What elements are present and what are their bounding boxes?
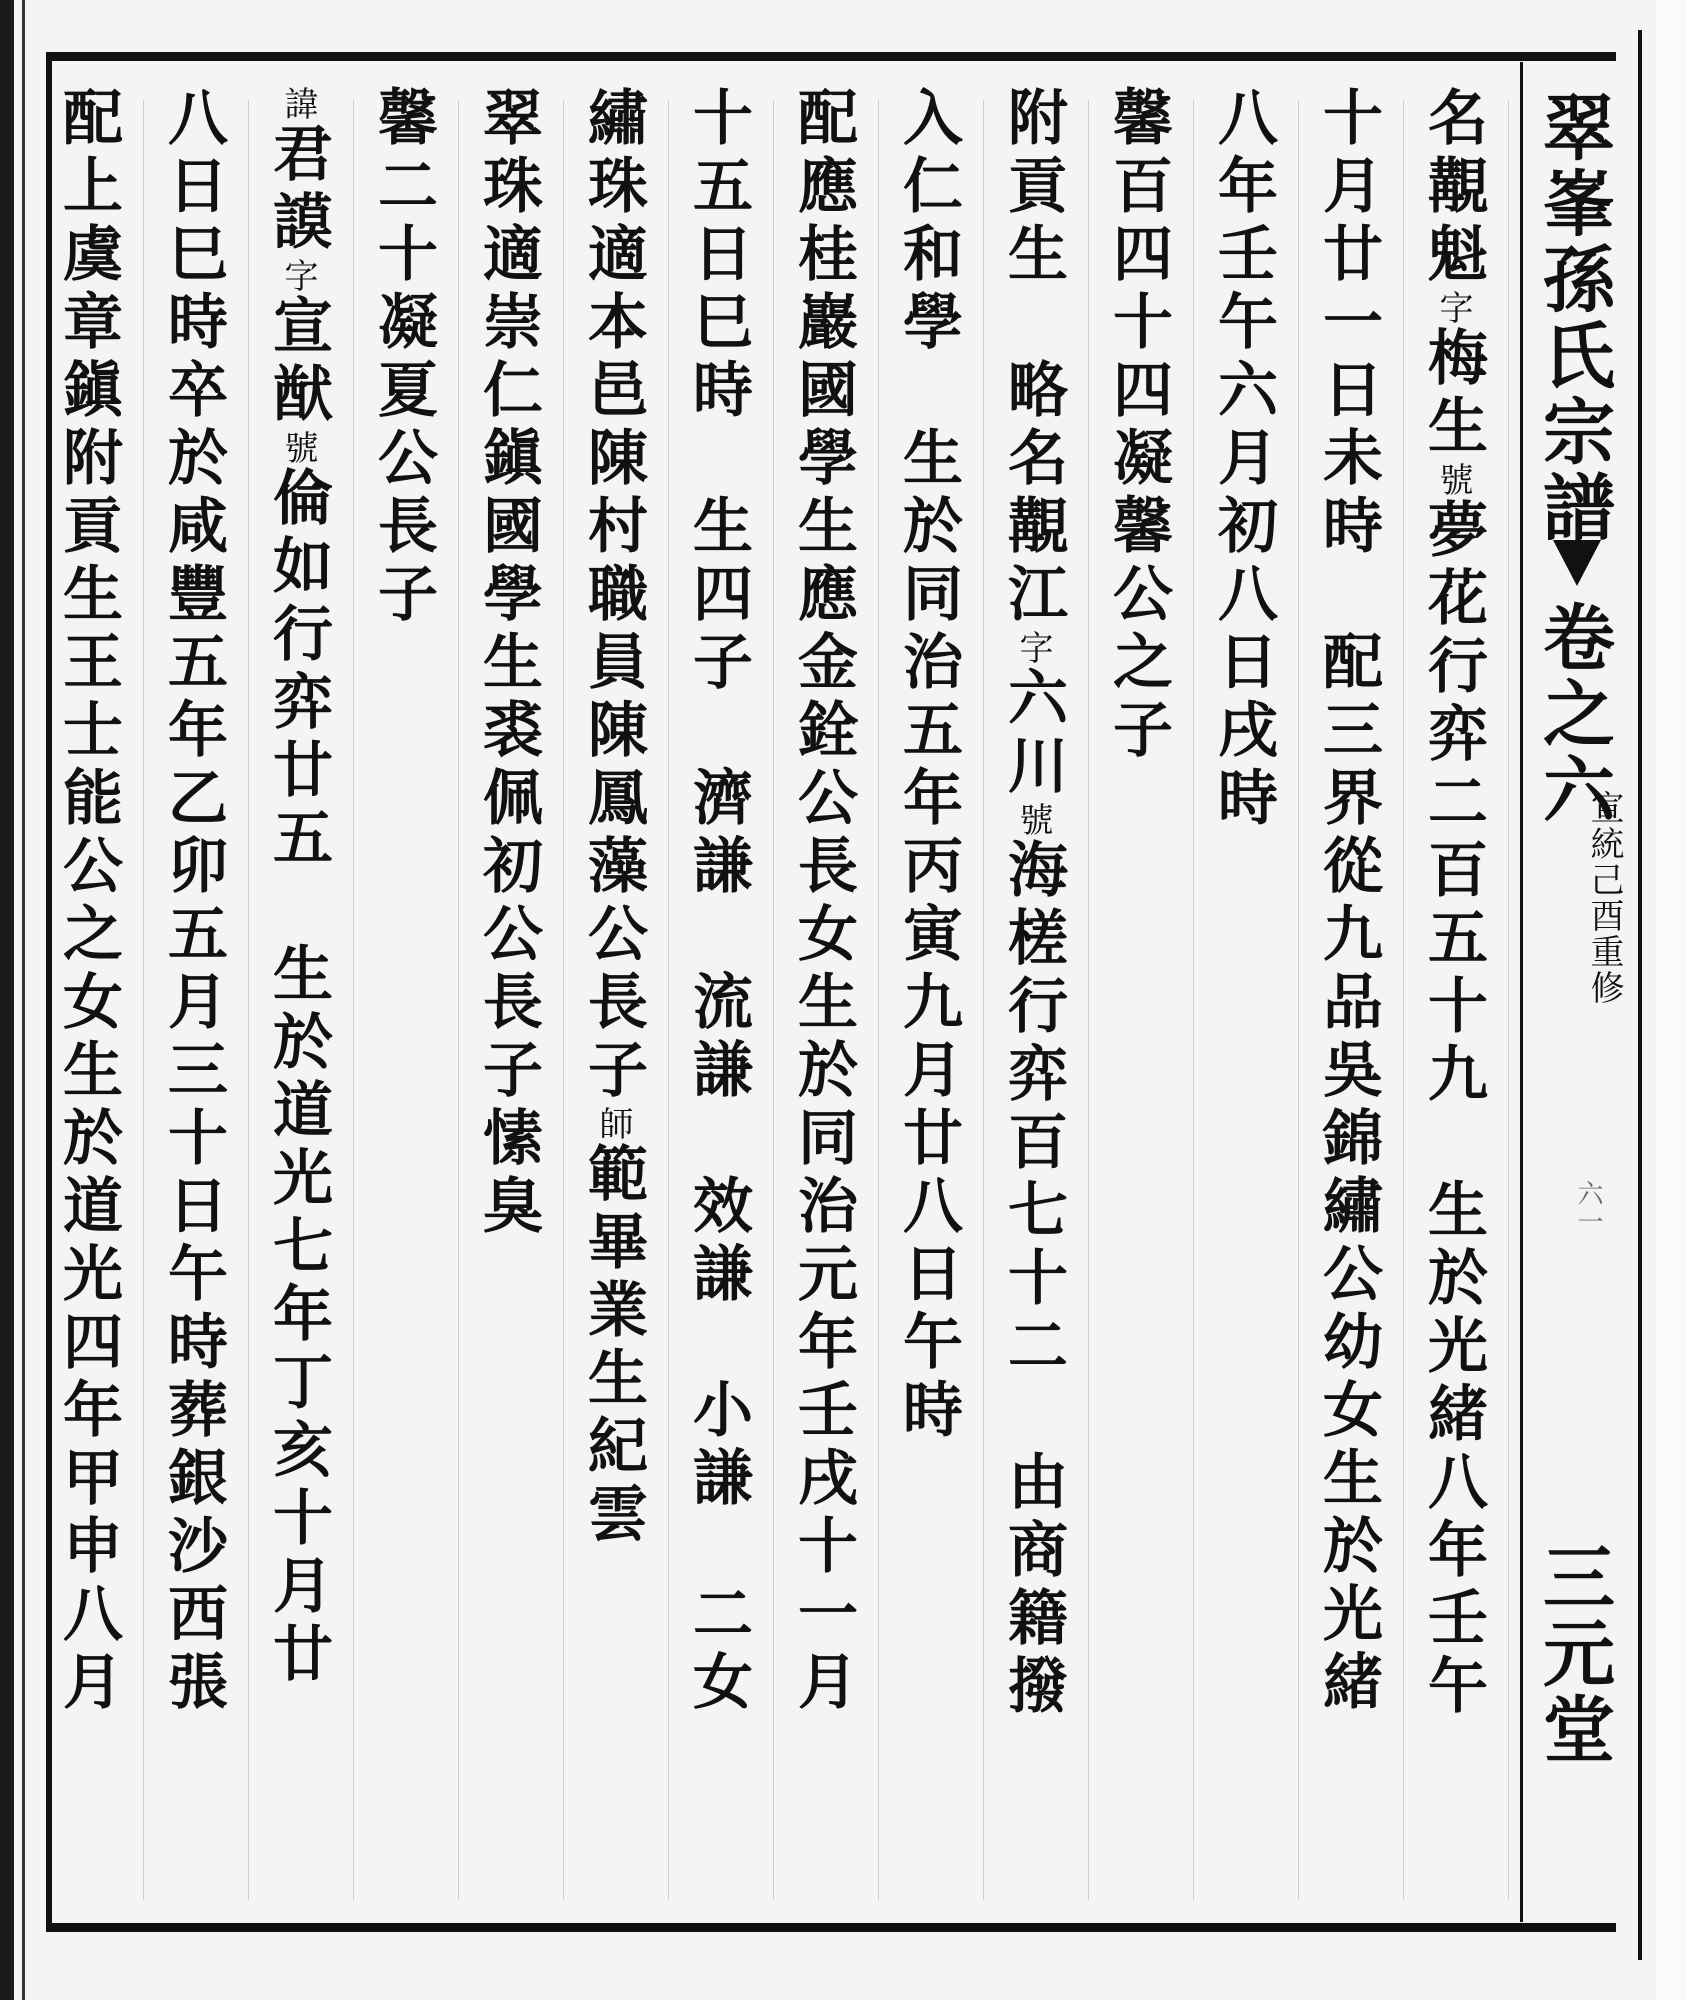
annotation-char: 字 bbox=[278, 258, 318, 294]
text-column bbox=[38, 86, 138, 1916]
column-rule bbox=[1193, 100, 1194, 1900]
annotation-char: 諱 bbox=[278, 86, 318, 122]
text-segment: 馨百四十四凝馨公之子 bbox=[1103, 86, 1173, 766]
text-segment: 翠珠適崇仁鎭國學生裘佩初公長子愫臭 bbox=[473, 86, 543, 1242]
column-rule bbox=[458, 100, 459, 1900]
text-segment: 繡珠適本邑陳村職員陳鳳藻公長子 bbox=[578, 86, 648, 1106]
text-segment: 倫如行弈廿五 生於道光七年丁亥十月廿 bbox=[263, 466, 333, 1690]
text-segment: 八日巳時卒於咸豐五年乙卯五月三十日午時葬銀沙西張 bbox=[158, 86, 228, 1718]
text-segment: 君謨 bbox=[263, 122, 333, 258]
column-rule bbox=[773, 100, 774, 1900]
scan-left-rule bbox=[22, 0, 25, 2000]
hall-name: 三元堂 bbox=[1531, 1540, 1616, 1768]
text-segment: 配應桂巖國學生應金銓公長女生於同治元年壬戌十一月 bbox=[788, 86, 858, 1718]
book-title: 翠峯孫氏宗譜 bbox=[1531, 90, 1616, 546]
text-column bbox=[773, 86, 873, 1916]
text-column bbox=[878, 86, 978, 1916]
column-rule bbox=[353, 100, 354, 1900]
text-segment: 八年壬午六月初八日戌時 bbox=[1208, 86, 1278, 834]
annotation-char: 號 bbox=[278, 430, 318, 466]
text-column bbox=[1298, 86, 1398, 1916]
text-segment: 梅生 bbox=[1418, 326, 1488, 462]
text-segment: 夢花行弈二百五十九 生於光緒八年壬午 bbox=[1418, 498, 1488, 1722]
fish-tail-mark-icon bbox=[1553, 540, 1601, 586]
text-segment: 配上虞章鎭附貢生王士能公之女生於道光四年甲申八月 bbox=[53, 86, 123, 1718]
column-rule bbox=[1508, 100, 1509, 1900]
text-segment: 十五日巳時 生四子 濟謙 流謙 效謙 小謙 二女 bbox=[683, 86, 753, 1718]
scan-right-edge bbox=[1656, 0, 1686, 2000]
text-segment: 範畢業生紀雲 bbox=[578, 1142, 648, 1550]
text-column bbox=[1193, 86, 1293, 1916]
edition-note: 宣統己酉重修 bbox=[1584, 790, 1624, 1006]
scan-right-rule bbox=[1638, 30, 1642, 1960]
column-rule bbox=[878, 100, 879, 1900]
annotation-char: 字 bbox=[1433, 290, 1473, 326]
column-rule bbox=[983, 100, 984, 1900]
column-rule bbox=[248, 100, 249, 1900]
volume-label: 卷之六 bbox=[1531, 600, 1616, 828]
text-column bbox=[563, 86, 663, 1916]
text-segment: 宣猷 bbox=[263, 294, 333, 430]
scan-left-edge bbox=[0, 0, 14, 2000]
text-column bbox=[1088, 86, 1188, 1916]
column-rule bbox=[1088, 100, 1089, 1900]
column-rule bbox=[668, 100, 669, 1900]
text-segment: 馨二十凝夏公長子 bbox=[368, 86, 438, 630]
text-segment: 覯魁 bbox=[1418, 154, 1488, 290]
text-segment: 海槎行弈百七十二 由商籍撥 bbox=[998, 838, 1068, 1722]
text-segment: 名 bbox=[1418, 86, 1488, 154]
text-segment: 入仁和學 生於同治五年丙寅九月廿八日午時 bbox=[893, 86, 963, 1446]
text-column bbox=[143, 86, 243, 1916]
text-segment: 十月廿一日未時 配三界從九品吳錦繡公幼女生於光緒 bbox=[1313, 86, 1383, 1718]
column-rule bbox=[1403, 100, 1404, 1900]
annotation-char: 師 bbox=[593, 1106, 633, 1142]
text-segment: 六川 bbox=[998, 666, 1068, 802]
column-rule bbox=[563, 100, 564, 1900]
text-column bbox=[458, 86, 558, 1916]
text-column bbox=[353, 86, 453, 1916]
page-number: 六一 bbox=[1573, 1180, 1603, 1236]
annotation-char: 號 bbox=[1433, 462, 1473, 498]
column-rule bbox=[1298, 100, 1299, 1900]
annotation-char: 號 bbox=[1013, 802, 1053, 838]
text-column bbox=[248, 86, 348, 1916]
text-column bbox=[1403, 86, 1503, 1916]
text-column bbox=[983, 86, 1083, 1916]
annotation-char: 字 bbox=[1013, 630, 1053, 666]
column-rule bbox=[143, 100, 144, 1900]
text-column bbox=[668, 86, 768, 1916]
text-segment: 附貢生 略名覯江 bbox=[998, 86, 1068, 630]
